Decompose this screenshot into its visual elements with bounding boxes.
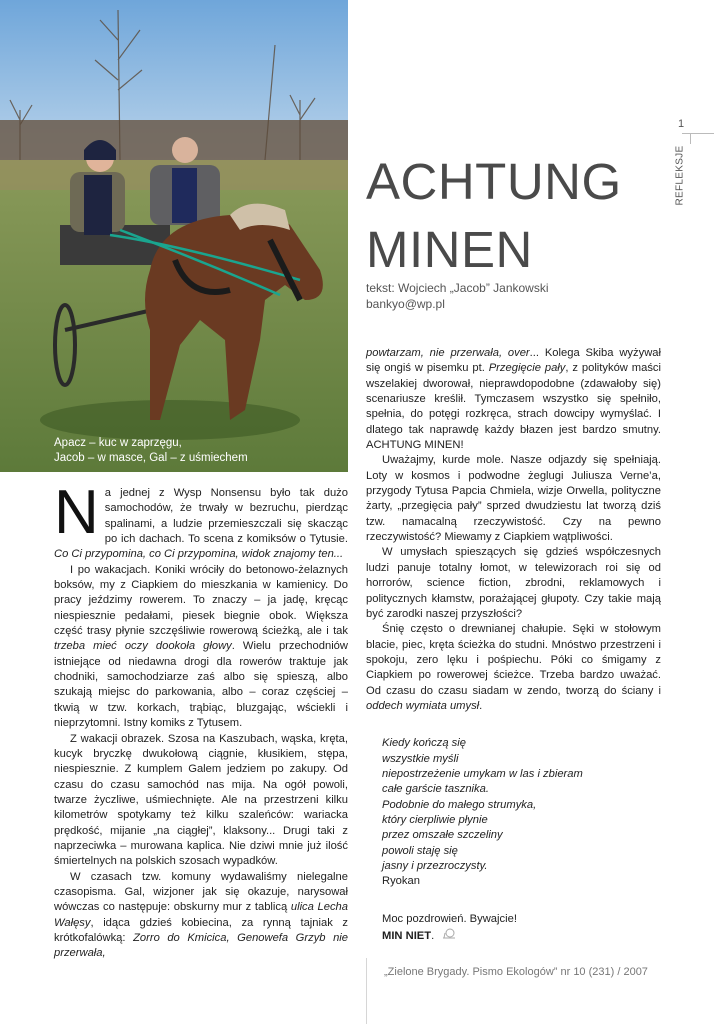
paragraph bbox=[366, 346, 661, 453]
closing bbox=[382, 912, 661, 945]
author-info bbox=[366, 280, 549, 312]
title-line: MINEN bbox=[366, 221, 533, 278]
paragraph-italic: Zorro do Kmicica, Genowefa Grzyb nie przerwała, bbox=[54, 931, 348, 960]
poem-line-text: Podobnie do małego strumyka, bbox=[382, 798, 537, 811]
paragraph-italic: ulica Lecha Wałęsy bbox=[54, 901, 348, 929]
paragraph: W umysłach spieszących się gdzieś współczesnych ludzi panuje totalny łomot, w telewizorach roi się od horrorów, science fiction, zbrodni, reklamowych i politycznych kłamstw, porażającej głupoty. Czy takie mają być zarodki naszej przyszłości? bbox=[366, 546, 661, 620]
poem-line-text: wszystkie myśli bbox=[382, 752, 459, 765]
snail-icon bbox=[442, 927, 456, 943]
paragraph bbox=[54, 563, 348, 732]
header-rule-horizontal bbox=[682, 133, 714, 134]
poem-line bbox=[382, 782, 661, 797]
poem-line bbox=[382, 752, 661, 767]
paragraph-italic: powtarzam, nie przerwała, over bbox=[366, 347, 530, 359]
poem-line bbox=[382, 813, 661, 828]
paragraph bbox=[366, 622, 661, 714]
paragraph-text: W czasach tzw. komuny wydawaliśmy nielegalne czasopisma. Gal, wizjoner jak się okazuje, narysował wówczas co następuje: obskurny mur z tablicą bbox=[54, 870, 348, 914]
footer-rule bbox=[366, 958, 367, 1024]
closing-greeting: Moc pozdrowień. Bywajcie! bbox=[382, 912, 517, 925]
text-column-right bbox=[366, 346, 661, 944]
photo-caption bbox=[54, 436, 294, 466]
caption-line: Jacob – w masce, Gal – z uśmiechem bbox=[54, 452, 248, 464]
poem-line bbox=[382, 736, 661, 751]
poem-line-text: jasny i przezroczysty. bbox=[382, 860, 488, 872]
paragraph-italic: Co Ci przypomina, co Ci przypomina, widok znajomy ten... bbox=[54, 548, 344, 561]
paragraph-text: I po wakacjach. Koniki wróciły do betonowo-żelaznych boksów, my z Ciapkiem do mieszkania w kamienicy. Do pracy jeździmy rowerem. To znaczy – ja jadę, kręcąc niespiesznie pedałami, piesek biegnie obok. Większa część trasy płynie szczęśliwie rowerową ścieżką, ale i tak bbox=[54, 563, 348, 638]
poem-line-text: przez omszałe szczeliny bbox=[382, 829, 503, 842]
poem-line-text: Kiedy kończą się bbox=[382, 737, 466, 750]
signature-dot: . bbox=[431, 930, 435, 943]
caption-line: Apacz – kuc w zaprzęgu, bbox=[54, 437, 182, 449]
paragraph bbox=[54, 478, 348, 563]
poem-line-text: niepostrzeżenie umykam w las i zbieram bbox=[382, 767, 583, 780]
paragraph-text: . bbox=[479, 699, 483, 712]
poem-line-text: całe garście tasznika. bbox=[382, 783, 489, 796]
poem bbox=[382, 736, 661, 889]
paragraph-italic: Przegięcie pały bbox=[488, 362, 566, 375]
text-column-left bbox=[54, 478, 348, 962]
paragraph bbox=[54, 870, 348, 962]
poem-line bbox=[382, 859, 661, 874]
signature: MIN NIET bbox=[382, 930, 432, 943]
poem-line bbox=[382, 767, 661, 782]
poem-line-text: który cierpliwie płynie bbox=[382, 813, 488, 826]
paragraph-italic: trzeba mieć oczy dookoła głowy bbox=[54, 640, 232, 653]
title-line: ACHTUNG bbox=[366, 153, 622, 210]
header-rule-vertical bbox=[690, 134, 691, 144]
poem-author: Ryokan bbox=[382, 875, 420, 888]
section-label-text: REFLEKSJE bbox=[674, 145, 686, 206]
page-number: 1 bbox=[678, 118, 685, 130]
footer-text: „Zielone Brygady. Pismo Ekologów” nr 10 (231) / 2007 bbox=[384, 966, 648, 978]
author-email: bankyo@wp.pl bbox=[366, 297, 445, 311]
paragraph-text: , z polityków maści wszelakiej dworował, nieprawdopodobne (zdawałoby się) scenariusze kreślił. Tymczasem wszystko się spełniło, spełnia, do potęgi rozkręca, strach dowcipy wymyślać. I dlatego tak naprawdę każdy błazen jest bardzo smutny. ACHTUNG MINEN! bbox=[366, 362, 661, 452]
poem-line bbox=[382, 828, 661, 843]
section-label bbox=[674, 145, 686, 208]
paragraph-text: Śnię często o drewnianej chałupie. Sęki w stołowym blacie, piec, kręta ścieżka do studni. Mnóstwo przestrzeni i spokoju, zero lęku i pośpiechu. Póki co śmigamy z Ciapkiem po rowerowej ścieżce. Trzeba bardzo uważać. Od czasu do czasu siadam w zendo, tworzą do ściany i bbox=[366, 623, 661, 697]
drop-cap: N bbox=[54, 478, 99, 547]
paragraph-text: a jednej z Wysp Nonsensu było tak dużo samochodów, że trwały w bezruchu, pierdząc spalinami, a ludzie przemieszczali się skacząc po ich dachach. To scena z komiksów o Tytusie. bbox=[104, 487, 348, 546]
paragraph-text: . Wielu przechodniów istniejące od niedawna drogi dla rowerów traktuje jak chodniki, samochodziarze zaś albo się spieszą, albo szukają miejsc do parkowania, albo – coraz częściej – tkwią w tzw. korkach, trąbiąc, bluzgając, wściekli i nieprzytomni. Istny komiks z Tytusem. bbox=[54, 640, 348, 730]
article-title bbox=[366, 148, 622, 284]
paragraph: Z wakacji obrazek. Szosa na Kaszubach, wąska, kręta, kucyk bryczkę dwukołową ciągnie, kłusikiem, stępa, niespiesznie. Z kumplem Galem jedziem po zakupy. Od czasu do czasu samochód nas mija. Na ogół powoli, twarze życzliwe, uśmiechnięte. Ale na przestrzeni kilku kilometrów spotykamy też kilku szaleńców: wariacka prędkość, mijanie „na ciągłej”, klaksony... Drugi taki z naprzeciwka – murowana kaplica. Nie dziwi mnie już ilość śmiertelnych na polskich szosach wypadków. bbox=[54, 732, 348, 868]
poem-line bbox=[382, 844, 661, 859]
poem-line bbox=[382, 798, 661, 813]
author-line: tekst: Wojciech „Jacob” Jankowski bbox=[366, 281, 549, 295]
poem-line-text: powoli staję się bbox=[382, 844, 458, 857]
paragraph-text: ... Kolega Skiba wyżywał się ongiś w pisemku pt. bbox=[366, 347, 661, 375]
paragraph-italic: oddech wymiata umysł bbox=[366, 699, 480, 712]
cover-photo bbox=[0, 0, 348, 472]
closing-signature-line bbox=[382, 927, 661, 944]
paragraph-text: , idąca gdzieś kobiecina, za rynną tajniak z krótkofalówką: bbox=[54, 916, 348, 944]
paragraph: Uważajmy, kurde mole. Nasze odjazdy się spełniają. Loty w kosmos i podwodne żeglugi Juliusza Verne’a, przygody Tytusa Papcia Chmiela, wizje Orwella, polityczne żarty, „przegięcia pały” sprzed dwudziestu lat tworzą dziś tzw. namacalną rzeczywistość. Czy na pewno rzeczywistość? Miewamy z Ciapkiem wątpliwości. bbox=[366, 454, 661, 544]
